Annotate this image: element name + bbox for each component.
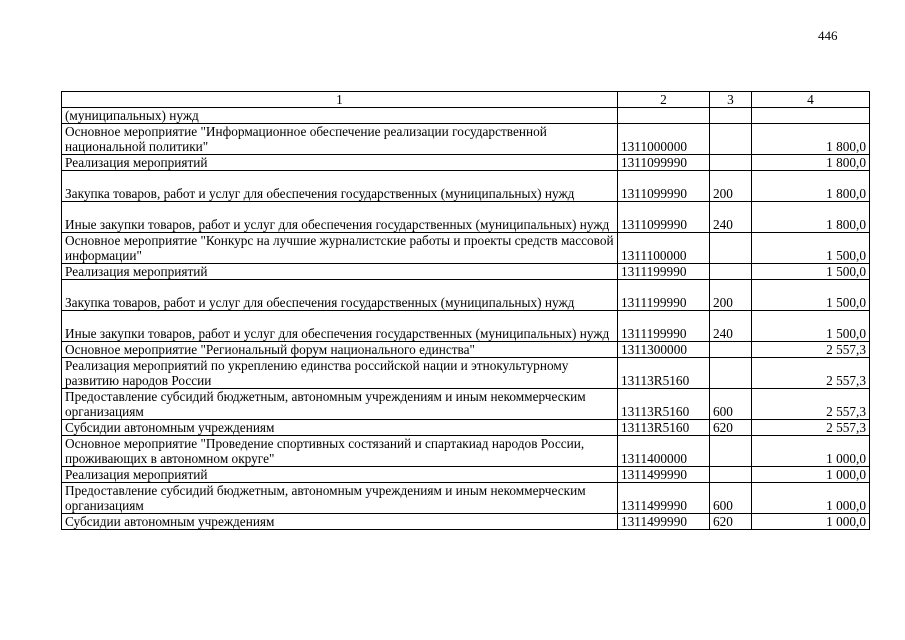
row-code: 1311400000 bbox=[618, 436, 710, 467]
row-name: Основное мероприятие "Информационное обеспечение реализации государственной национальной политики" bbox=[62, 124, 618, 155]
row-code: 1311199990 bbox=[618, 264, 710, 280]
row-expense-type bbox=[710, 264, 752, 280]
row-expense-type bbox=[710, 155, 752, 171]
row-amount: 1 800,0 bbox=[752, 155, 870, 171]
row-amount: 1 800,0 bbox=[752, 171, 870, 202]
row-expense-type bbox=[710, 436, 752, 467]
table-header-row bbox=[62, 92, 870, 108]
page-number: 446 bbox=[818, 28, 838, 43]
table-row bbox=[62, 420, 870, 436]
row-amount: 1 000,0 bbox=[752, 514, 870, 530]
row-expense-type bbox=[710, 467, 752, 483]
row-code: 1311300000 bbox=[618, 342, 710, 358]
table-row bbox=[62, 171, 870, 202]
row-expense-type: 620 bbox=[710, 420, 752, 436]
row-amount: 2 557,3 bbox=[752, 358, 870, 389]
row-amount: 1 000,0 bbox=[752, 483, 870, 514]
row-code: 1311499990 bbox=[618, 467, 710, 483]
row-expense-type: 200 bbox=[710, 280, 752, 311]
row-name: Реализация мероприятий bbox=[62, 155, 618, 171]
table-row bbox=[62, 358, 870, 389]
row-name: Реализация мероприятий по укреплению единства российской нации и этнокультурному развитию народов России bbox=[62, 358, 618, 389]
row-expense-type: 240 bbox=[710, 202, 752, 233]
row-code: 1311199990 bbox=[618, 280, 710, 311]
row-code: 1311000000 bbox=[618, 124, 710, 155]
row-expense-type bbox=[710, 108, 752, 124]
table-row bbox=[62, 264, 870, 280]
row-name: Иные закупки товаров, работ и услуг для обеспечения государственных (муниципальных) нужд bbox=[62, 202, 618, 233]
row-name: Предоставление субсидий бюджетным, автономным учреждениям и иным некоммерческим организациям bbox=[62, 483, 618, 514]
row-amount: 2 557,3 bbox=[752, 389, 870, 420]
table-row bbox=[62, 108, 870, 124]
table-row bbox=[62, 342, 870, 358]
row-code: 1311199990 bbox=[618, 311, 710, 342]
row-amount: 1 000,0 bbox=[752, 436, 870, 467]
row-name: Основное мероприятие "Проведение спортивных состязаний и спартакиад народов России, проживающих в автономном округе" bbox=[62, 436, 618, 467]
row-expense-type: 600 bbox=[710, 483, 752, 514]
row-name: Закупка товаров, работ и услуг для обеспечения государственных (муниципальных) нужд bbox=[62, 280, 618, 311]
table-row bbox=[62, 233, 870, 264]
table-row bbox=[62, 514, 870, 530]
row-code: 1311099990 bbox=[618, 171, 710, 202]
table-row bbox=[62, 436, 870, 467]
row-expense-type: 620 bbox=[710, 514, 752, 530]
header-col-4: 4 bbox=[752, 92, 870, 108]
row-amount: 1 500,0 bbox=[752, 280, 870, 311]
row-expense-type bbox=[710, 233, 752, 264]
row-name: Иные закупки товаров, работ и услуг для обеспечения государственных (муниципальных) нужд bbox=[62, 311, 618, 342]
row-amount: 1 500,0 bbox=[752, 311, 870, 342]
table-row bbox=[62, 483, 870, 514]
table-row bbox=[62, 467, 870, 483]
row-expense-type bbox=[710, 342, 752, 358]
table-row bbox=[62, 311, 870, 342]
table-row bbox=[62, 389, 870, 420]
row-expense-type bbox=[710, 358, 752, 389]
row-amount: 2 557,3 bbox=[752, 342, 870, 358]
budget-table bbox=[61, 91, 870, 530]
row-code: 1311499990 bbox=[618, 514, 710, 530]
row-amount: 1 500,0 bbox=[752, 264, 870, 280]
row-amount: 1 800,0 bbox=[752, 124, 870, 155]
row-name: Субсидии автономным учреждениям bbox=[62, 514, 618, 530]
row-code: 13113R5160 bbox=[618, 389, 710, 420]
table-row bbox=[62, 155, 870, 171]
row-code bbox=[618, 108, 710, 124]
row-amount: 2 557,3 bbox=[752, 420, 870, 436]
row-amount: 1 500,0 bbox=[752, 233, 870, 264]
row-name: Основное мероприятие "Конкурс на лучшие журналистские работы и проекты средств массовой информации" bbox=[62, 233, 618, 264]
row-code: 1311100000 bbox=[618, 233, 710, 264]
row-code: 13113R5160 bbox=[618, 420, 710, 436]
row-code: 1311099990 bbox=[618, 202, 710, 233]
row-name: Предоставление субсидий бюджетным, автономным учреждениям и иным некоммерческим организациям bbox=[62, 389, 618, 420]
row-expense-type bbox=[710, 124, 752, 155]
row-name: Закупка товаров, работ и услуг для обеспечения государственных (муниципальных) нужд bbox=[62, 171, 618, 202]
header-col-1: 1 bbox=[62, 92, 618, 108]
row-amount: 1 800,0 bbox=[752, 202, 870, 233]
row-amount bbox=[752, 108, 870, 124]
row-expense-type: 240 bbox=[710, 311, 752, 342]
row-expense-type: 600 bbox=[710, 389, 752, 420]
row-amount: 1 000,0 bbox=[752, 467, 870, 483]
row-expense-type: 200 bbox=[710, 171, 752, 202]
header-col-2: 2 bbox=[618, 92, 710, 108]
row-code: 13113R5160 bbox=[618, 358, 710, 389]
row-name: Субсидии автономным учреждениям bbox=[62, 420, 618, 436]
row-name: Реализация мероприятий bbox=[62, 264, 618, 280]
table-row bbox=[62, 280, 870, 311]
table-row bbox=[62, 202, 870, 233]
row-code: 1311099990 bbox=[618, 155, 710, 171]
row-name: Реализация мероприятий bbox=[62, 467, 618, 483]
row-code: 1311499990 bbox=[618, 483, 710, 514]
row-name: Основное мероприятие "Региональный форум национального единства" bbox=[62, 342, 618, 358]
header-col-3: 3 bbox=[710, 92, 752, 108]
table-row bbox=[62, 124, 870, 155]
row-name: (муниципальных) нужд bbox=[62, 108, 618, 124]
